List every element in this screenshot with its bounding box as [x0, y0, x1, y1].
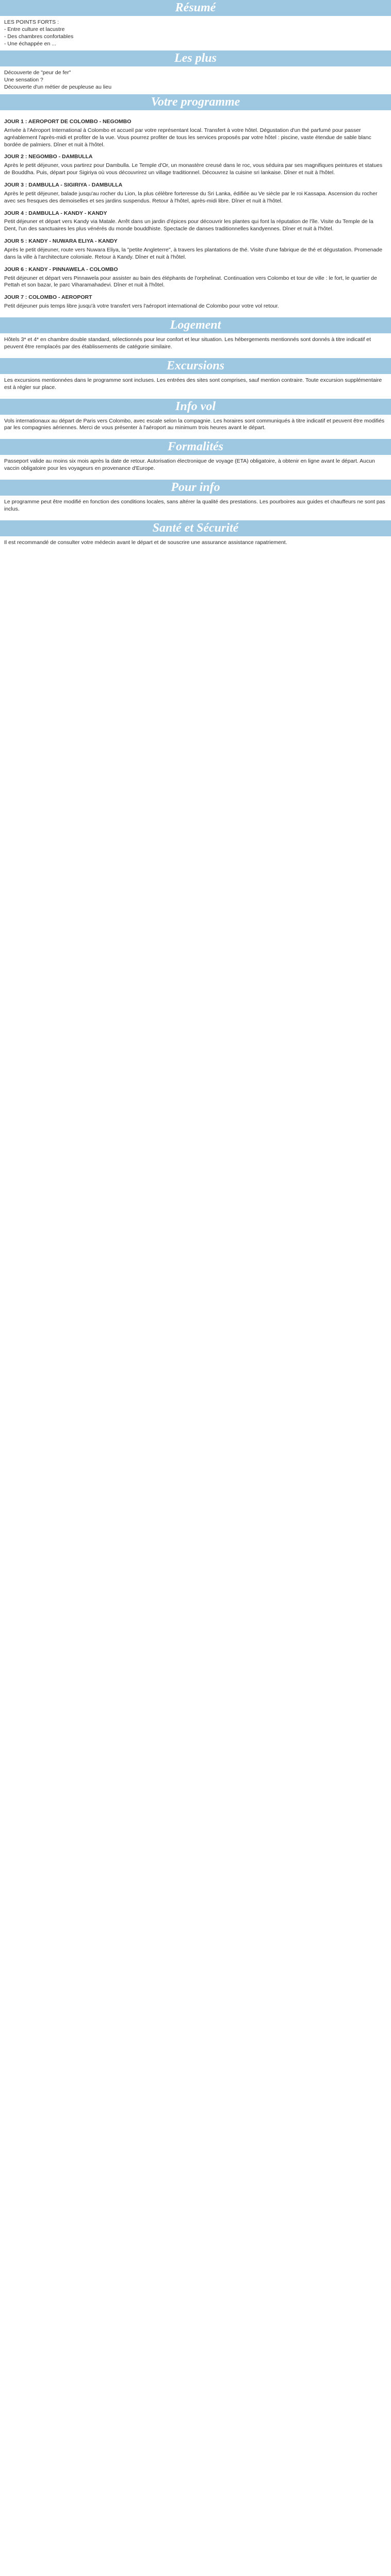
logement-text: Hôtels 3* et 4* en chambre double standard, sélectionnés pour leur confort et leur situation. Les hébergements mentionnés sont donnés à titre indicatif et peuvent être remplacés par des établissements de catégorie similaire. [4, 336, 371, 350]
day-text: Petit déjeuner puis temps libre jusqu'à votre transfert vers l'aéroport international de Colombo pour votre vol retour. [4, 303, 279, 310]
programme-content [0, 110, 391, 317]
lieux-line: Découverte de "peur de fer" [4, 70, 71, 76]
pour-info-content [0, 496, 391, 520]
section-title-excursions: Excursions [0, 358, 391, 374]
section-title-formalites: Formalités [0, 439, 391, 455]
section-title-programme: Votre programme [0, 94, 391, 110]
info-vol-text: Vols internationaux au départ de Paris vers Colombo, avec escale selon la compagnie. Les horaires sont communiqués à titre indicatif et peuvent être modifiés par les compagnies aériennes. Merci de vous présenter à l'aéroport au minimum trois heures avant le départ. [4, 417, 385, 431]
day-title: JOUR 4 : DAMBULLA - KANDY - KANDY [4, 210, 107, 216]
section-title-pour-info: Pour info [0, 480, 391, 496]
sante-text: Il est recommandé de consulter votre médecin avant le départ et de souscrire une assurance assistance rapatriement. [4, 539, 287, 546]
resume-line: - Entre culture et lacustre [4, 26, 65, 32]
pour-info-text: Le programme peut être modifié en fonction des conditions locales, sans altérer la qualité des prestations. Les pourboires aux guides et chauffeurs ne sont pas inclus. [4, 498, 385, 512]
day-title: JOUR 3 : DAMBULLA - SIGIRIYA - DAMBULLA [4, 182, 123, 189]
resume-line: LES POINTS FORTS : [4, 19, 59, 25]
day-text: Après le petit déjeuner, vous partirez pour Dambulla. Le Temple d'Or, un monastère creusé dans le roc, vous séduira par ses magnifiques peintures et statues de Bouddha. Puis, départ pour Sigiriya où vous découvrirez un village traditionnel. Découvrez la cuisine sri lankaise. Dîner et nuit à l'hôtel. [4, 162, 383, 176]
day-text: Après le petit déjeuner, route vers Nuwara Eliya, la "petite Angleterre", à travers les plantations de thé. Visite d'une fabrique de thé et dégustation. Promenade dans la ville à l'architecture coloniale. Retour à Kandy. Dîner et nuit à l'hôtel. [4, 247, 383, 260]
formalites-text: Passeport valide au moins six mois après la date de retour. Autorisation électronique de voyage (ETA) obligatoire, à obtenir en ligne avant le départ. Aucun vaccin obligatoire pour les voyageurs en provenance d'Europe. [4, 458, 375, 472]
section-title-sante: Santé et Sécurité [0, 520, 391, 536]
day-text: Petit déjeuner et départ vers Pinnawela pour assister au bain des éléphants de l'orphelinat. Continuation vers Colombo et tour de ville : le fort, le quartier de Pettah et son bazar, le parc Viharamahadevi. Dîner et nuit à l'hôtel. [4, 275, 377, 289]
page [0, 0, 391, 554]
day-title: JOUR 6 : KANDY - PINNAWELA - COLOMBO [4, 266, 118, 273]
sante-content [0, 536, 391, 554]
resume-line: - Une échappée en ... [4, 40, 56, 47]
section-title-logement: Logement [0, 317, 391, 333]
day-title: JOUR 7 : COLOMBO - AEROPORT [4, 294, 92, 301]
day-text: Arrivée à l'Aéroport International à Colombo et accueil par votre représentant local. Transfert à votre hôtel. Dégustation d'un thé parfumé pour passer agréablement l'après-midi et profiter de la vue. Vous pourrez profiter de tous les services proposés par votre hôtel : piscine, vaste étendue de sable blanc bordée de palmiers. Dîner et nuit à l'hôtel. [4, 127, 371, 148]
resume-content [0, 16, 391, 50]
lieux-line: Une sensation ? [4, 77, 43, 83]
info-vol-content [0, 415, 391, 439]
day-title: JOUR 1 : AEROPORT DE COLOMBO - NEGOMBO [4, 118, 132, 125]
excursions-text: Les excursions mentionnées dans le programme sont incluses. Les entrées des sites sont comprises, sauf mention contraire. Toute excursion supplémentaire est à régler sur place. [4, 377, 382, 391]
lieux-line: Découverte d'un métier de peupleuse au lieu [4, 84, 112, 91]
section-title-resume: Résumé [0, 0, 391, 16]
lieux-content [0, 66, 391, 94]
day-title: JOUR 2 : NEGOMBO - DAMBULLA [4, 154, 93, 160]
section-title-info-vol: Info vol [0, 399, 391, 415]
day-title: JOUR 5 : KANDY - NUWARA ELIYA - KANDY [4, 238, 118, 245]
excursions-content [0, 374, 391, 399]
section-title-lieux: Les plus [0, 50, 391, 66]
logement-content [0, 333, 391, 358]
day-text: Après le petit déjeuner, balade jusqu'au rocher du Lion, la plus célèbre forteresse du Sri Lanka, édifiée au Ve siècle par le roi Kassapa. Ascension du rocher avec ses fresques des demoiselles et ses jardins suspendus. Retour à l'hôtel, après-midi libre. Dîner et nuit à l'hôtel. [4, 190, 378, 204]
formalites-content [0, 455, 391, 480]
resume-line: - Des chambres confortables [4, 33, 74, 40]
day-text: Petit déjeuner et départ vers Kandy via Matale. Arrêt dans un jardin d'épices pour découvrir les plantes qui font la réputation de l'île. Visite du Temple de la Dent, l'un des sanctuaires les plus vénérés du monde bouddhiste. Spectacle de danses traditionnelles kandyennes. Dîner et nuit à l'hôtel. [4, 218, 373, 232]
